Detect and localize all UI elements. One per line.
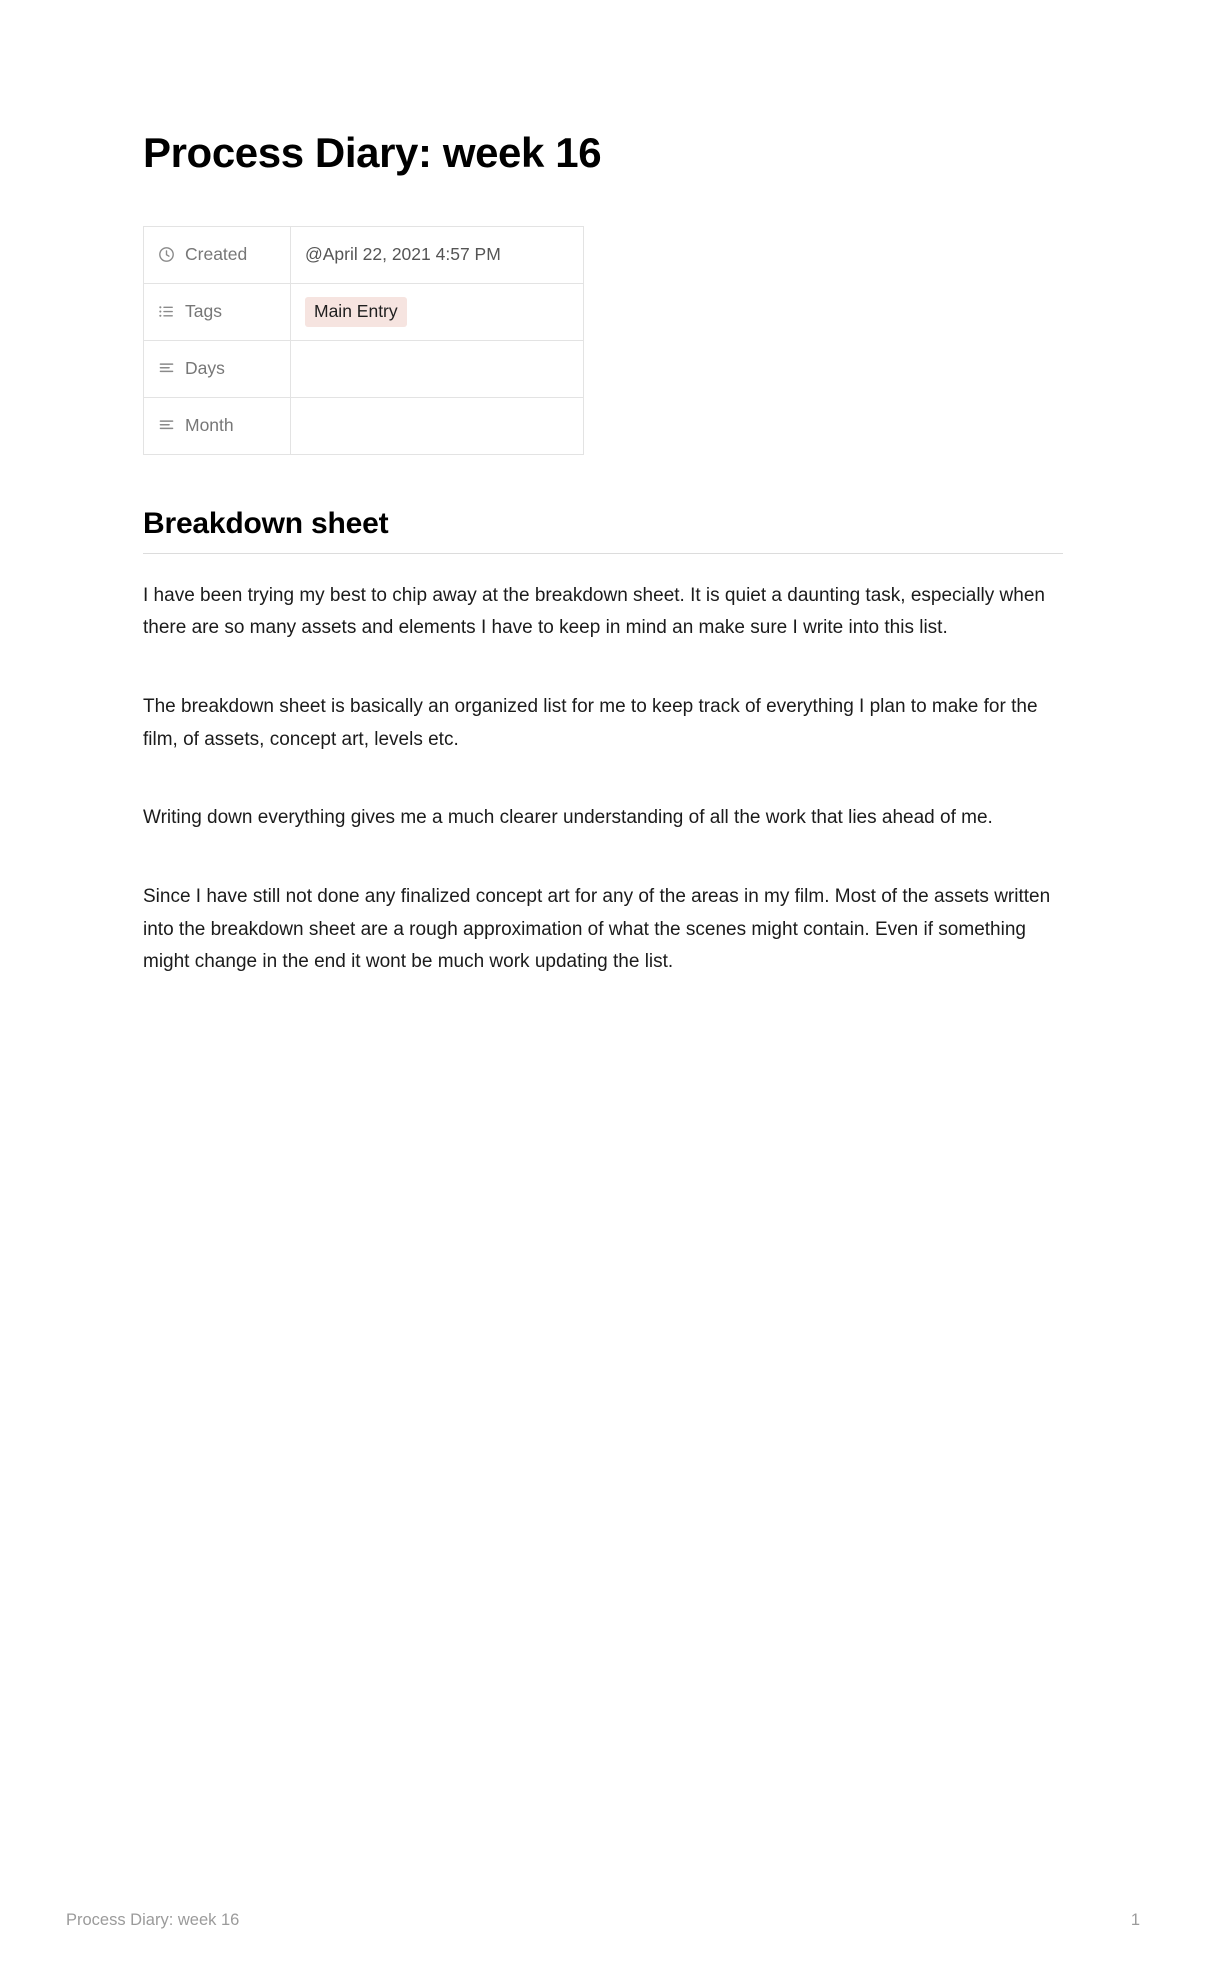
property-value-month-cell[interactable] bbox=[291, 397, 584, 454]
property-key-created bbox=[144, 226, 291, 283]
text-icon bbox=[158, 360, 175, 377]
property-label-days: Days bbox=[185, 358, 225, 379]
property-value-created-cell[interactable] bbox=[291, 226, 584, 283]
section-heading: Breakdown sheet bbox=[143, 507, 1063, 554]
page-title: Process Diary: week 16 bbox=[143, 129, 602, 176]
property-label-created: Created bbox=[185, 244, 248, 265]
property-key-month bbox=[144, 397, 291, 454]
clock-icon bbox=[158, 246, 175, 263]
table-row bbox=[144, 283, 584, 340]
paragraph: I have been trying my best to chip away at the breakdown sheet. It is quiet a daunting task, especially when there are so many assets and elements I have to keep in mind an make sure I write into this list. bbox=[143, 584, 1045, 639]
page-number: 1 bbox=[1130, 1911, 1140, 1929]
property-value-tags-cell[interactable] bbox=[291, 283, 584, 340]
properties-table bbox=[143, 226, 584, 455]
document-content bbox=[143, 128, 1063, 979]
table-row bbox=[144, 226, 584, 283]
paragraph: The breakdown sheet is basically an organized list for me to keep track of everything I plan to make for the film, of assets, concept art, levels etc. bbox=[143, 695, 1038, 750]
page-footer bbox=[66, 1911, 1140, 1930]
list-icon bbox=[158, 303, 175, 320]
paragraph: Since I have still not done any finalized concept art for any of the areas in my film. Most of the assets written into the breakdown sheet are a rough approximation of what the scenes might contain. Even if something might change in the end it wont be much work updating the list. bbox=[143, 885, 1051, 973]
paragraph: Writing down everything gives me a much clearer understanding of all the work that lies ahead of me. bbox=[143, 807, 993, 829]
property-key-days bbox=[144, 340, 291, 397]
property-label-month: Month bbox=[185, 415, 234, 436]
table-row bbox=[144, 397, 584, 454]
property-key-tags bbox=[144, 283, 291, 340]
text-icon bbox=[158, 417, 175, 434]
property-value-created: @April 22, 2021 4:57 PM bbox=[305, 244, 501, 265]
table-row bbox=[144, 340, 584, 397]
status-badge[interactable]: Main Entry bbox=[305, 297, 407, 327]
footer-title: Process Diary: week 16 bbox=[66, 1911, 240, 1929]
property-label-tags: Tags bbox=[185, 301, 222, 322]
property-value-days-cell[interactable] bbox=[291, 340, 584, 397]
